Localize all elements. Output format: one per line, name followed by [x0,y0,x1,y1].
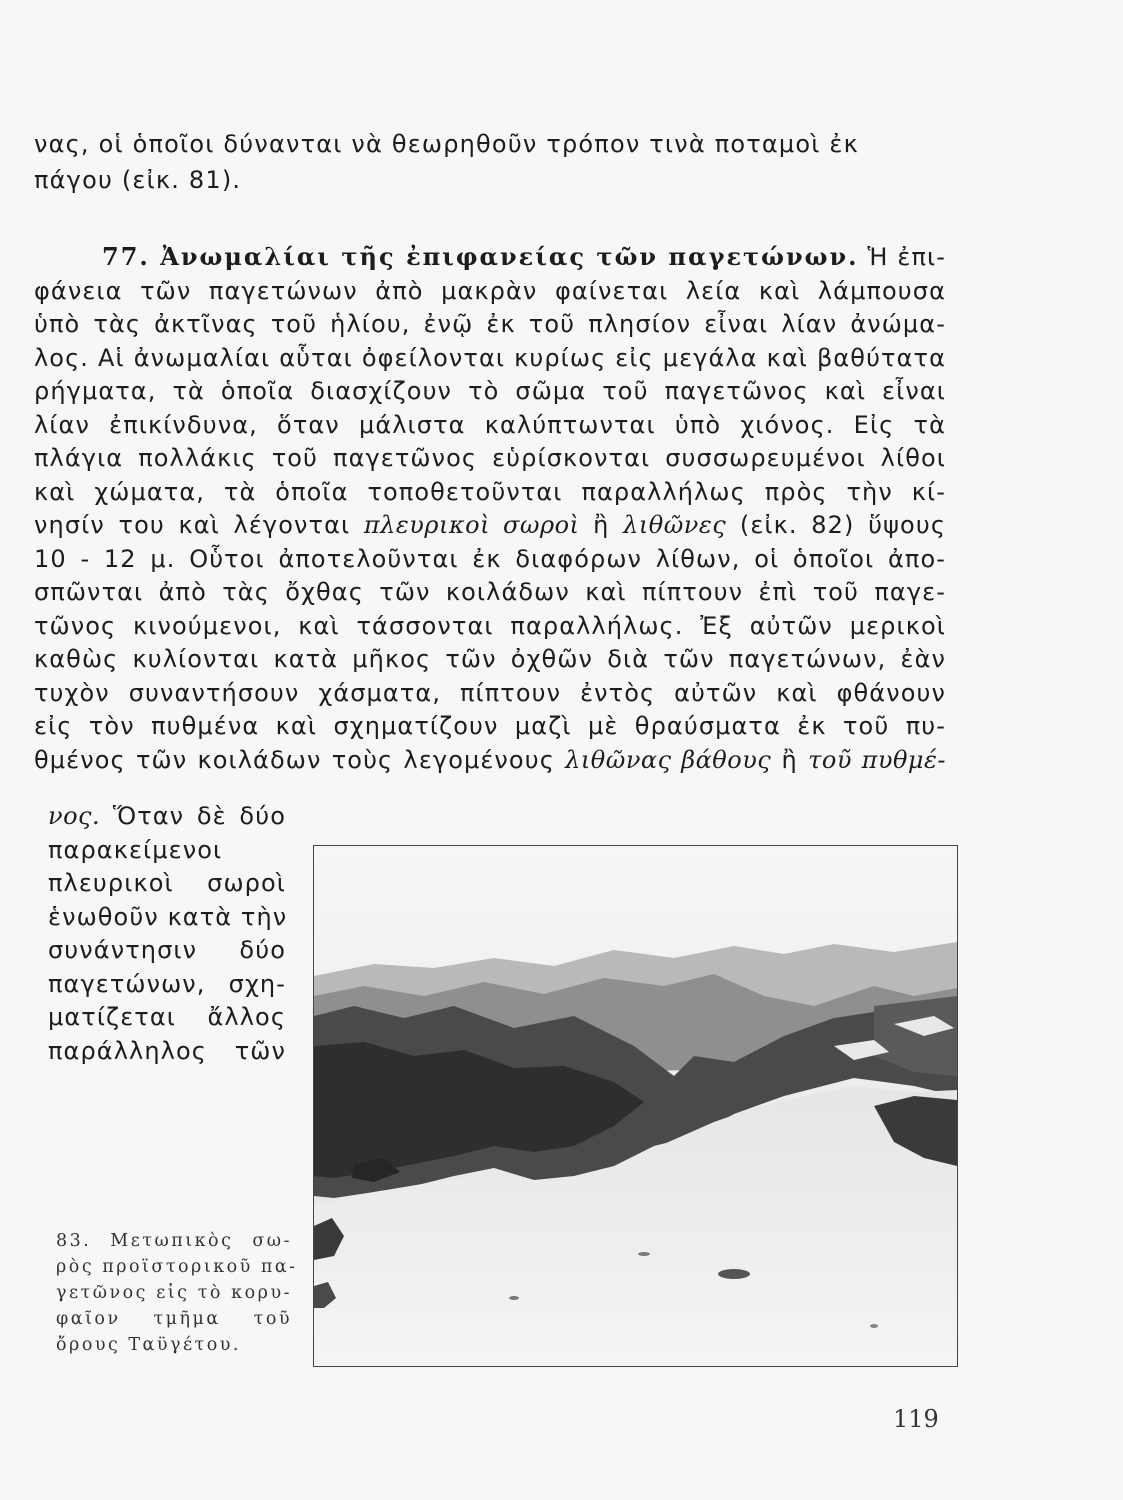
text-fragment: (εἰκ. 82) ὕψους [739,511,946,539]
text-line: πλάγια πολλάκις τοῦ παγετῶνος εὑρίσκονται συσσωρευμένοι λίθοι [34,444,946,472]
text-fragment: νησίν του καὶ λέγονται [34,511,351,539]
figure-83-caption [56,1228,298,1358]
caption-line: ὄρους Ταϋγέτου. [56,1335,241,1355]
caption-line: 83. Μετωπικὸς σω- [56,1231,292,1251]
text-line: εἰς τὸν πυθμένα καὶ σχηματίζουν μαζὶ μὲ θραύσματα ἐκ τοῦ πυ- [34,712,946,740]
text-line: καθὼς κυλίονται κατὰ μῆκος τῶν ὀχθῶν διὰ τῶν παγετώνων, ἐὰν [34,645,946,673]
text-fragment: ἢ [781,745,798,774]
caption-line: γετῶνος εἰς τὸ κορυ- [56,1283,292,1303]
text-line: ἑνωθοῦν κατὰ τὴν [48,902,288,931]
page-number: 119 [893,1405,939,1433]
text-fragment: ἢ [593,511,610,539]
text-fragment: θμένος τῶν κοιλάδων τοὺς λεγομένους [34,745,555,774]
term-lithones: λιθῶνες [623,511,727,539]
text-line: λίαν ἐπικίνδυνα, ὅταν μάλιστα καλύπτωνται ὑπὸ χιόνος. Εἰς τὰ [34,410,946,439]
text-line: παράλληλος τῶν [48,1036,286,1065]
text-line: ματίζεται ἄλλος [48,1003,286,1031]
text-line: σπῶνται ἀπὸ τὰς ὄχθας τῶν κοιλάδων καὶ πίπτουν ἐπὶ τοῦ παγε- [34,578,946,606]
text-line-lateral-moraines [34,509,946,543]
term-bottom: τοῦ πυθμέ- [808,745,947,774]
term-lateral-moraines: πλευρικοὶ σωροὶ [363,511,580,539]
section-heading-line [34,240,946,275]
term-continuation: νος. [48,802,101,830]
text-line: καὶ χώματα, τὰ ὁποῖα τοποθετοῦνται παραλλήλως πρὸς τὴν κί- [34,477,946,506]
text-line: συνάντησιν δύο [48,936,286,964]
text-line: παρακείμενοι [48,835,223,864]
text-line: πάγου (εἰκ. 81). [34,166,242,194]
text-line-depth-moraines [34,744,946,778]
text-line: ὑπὸ τὰς ἀκτῖνας τοῦ ἡλίου, ἐνῷ ἐκ τοῦ πλησίον εἶναι λίαν ἀνώμα- [34,310,946,338]
text-fragment: Ὅταν δὲ δύο [112,802,286,830]
section-heading: 77. Ἀνωμαλίαι τῆς ἐπιφανείας τῶν παγετώνων. [102,242,859,271]
caption-line: φαῖον τμῆμα τοῦ [56,1309,292,1329]
text-line: νας, οἱ ὁποῖοι δύνανται νὰ θεωρηθοῦν τρόπον τινὰ ποταμοὶ ἐκ [34,130,859,158]
text-line: ρήγματα, τὰ ὁποῖα διασχίζουν τὸ σῶμα τοῦ παγετῶνος καὶ εἶναι [34,377,946,405]
figure-83-photo [313,845,958,1367]
section-77 [34,240,946,777]
continued-paragraph [34,126,942,198]
text-line: τῶνος κινούμενοι, καὶ τάσσονται παραλλήλως. Ἐξ αὐτῶν μερικοὶ [34,611,946,640]
text-line: πλευρικοὶ σωροὶ [48,869,286,897]
text-line [48,800,286,834]
text-line: λος. Αἱ ἀνωμαλίαι αὗται ὀφείλονται κυρίως εἰς μεγάλα καὶ βαθύτατα [34,343,946,372]
text-line: 10 - 12 μ. Οὗτοι ἀποτελοῦνται ἐκ διαφόρων λίθων, οἱ ὁποῖοι ἀπο- [34,544,946,573]
text-fragment: Ἡ ἐπι- [867,243,947,271]
text-line: τυχὸν συναντήσουν χάσματα, πίπτουν ἐντὸς αὐτῶν καὶ φθάνουν [34,678,946,707]
caption-line: ρὸς προϊστορικοῦ πα- [56,1257,298,1277]
text-line: φάνεια τῶν παγετώνων ἀπὸ μακρὰν φαίνεται λεία καὶ λάμπουσα [34,276,946,305]
moraine-landscape-photo [314,846,957,1366]
text-line: παγετώνων, σχη- [48,969,286,998]
term-depth-lithones: λιθῶνας βάθους [565,745,772,774]
side-column-text [48,800,286,1068]
